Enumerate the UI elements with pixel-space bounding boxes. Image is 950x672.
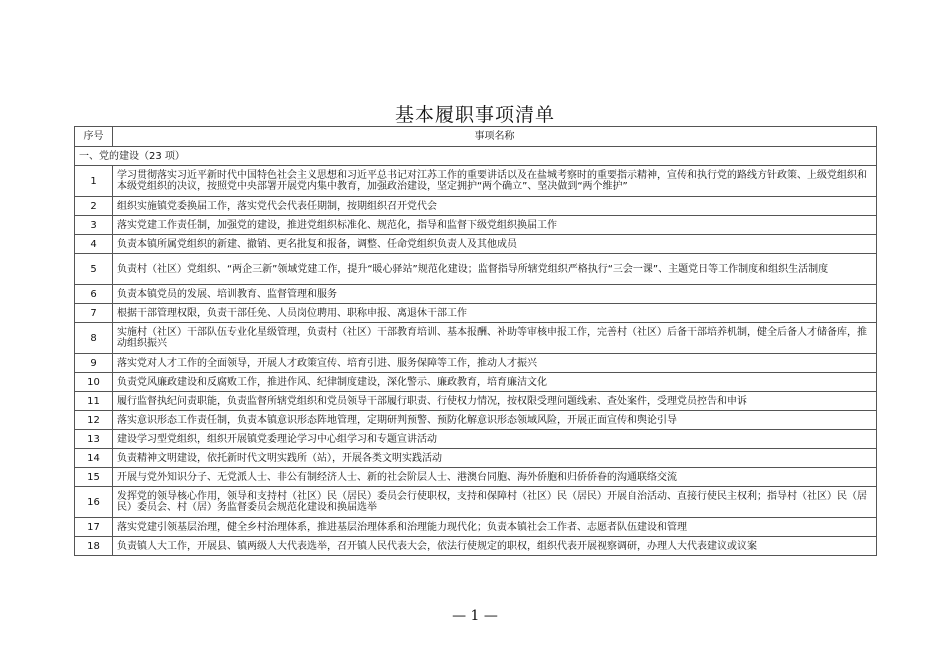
row-text: 负责村（社区）党组织、“两企三新”领域党建工作，提升“暖心驿站”规范化建设；监督指导所辖党组织严格执行“三会一课”、主题党日等工作制度和组织生活制度 xyxy=(113,254,877,285)
row-text: 落实意识形态工作责任制，负责本镇意识形态阵地管理，定期研判预警、预防化解意识形态领域风险，开展正面宣传和舆论引导 xyxy=(113,411,877,430)
row-number: 9 xyxy=(75,354,113,373)
table-row xyxy=(75,354,877,373)
row-text: 发挥党的领导核心作用，领导和支持村（社区）民（居民）委员会行使职权，支持和保障村（社区）民（居民）开展自治活动、直接行使民主权利；指导村（社区）民（居民）委员会、村（居）务监督委员会规范化建设和换届选举 xyxy=(113,487,877,518)
table-row xyxy=(75,323,877,354)
row-text: 负责精神文明建设，依托新时代文明实践所（站），开展各类文明实践活动 xyxy=(113,449,877,468)
row-text: 建设学习型党组织，组织开展镇党委理论学习中心组学习和专题宣讲活动 xyxy=(113,430,877,449)
table-row xyxy=(75,392,877,411)
row-text: 开展与党外知识分子、无党派人士、非公有制经济人士、新的社会阶层人士、港澳台同胞、海外侨胞和归侨侨眷的沟通联络交流 xyxy=(113,468,877,487)
row-text: 根据干部管理权限，负责干部任免、人员岗位聘用、职称申报、离退休干部工作 xyxy=(113,304,877,323)
table-row xyxy=(75,430,877,449)
row-number: 1 xyxy=(75,166,113,197)
row-text: 负责本镇所属党组织的新建、撤销、更名批复和报备，调整、任命党组织负责人及其他成员 xyxy=(113,235,877,254)
row-number: 7 xyxy=(75,304,113,323)
row-number: 8 xyxy=(75,323,113,354)
row-text: 落实党对人才工作的全面领导，开展人才政策宣传、培育引进、服务保障等工作，推动人才振兴 xyxy=(113,354,877,373)
row-text: 负责党风廉政建设和反腐败工作，推进作风、纪律制度建设，深化警示、廉政教育，培育廉洁文化 xyxy=(113,373,877,392)
row-text: 落实党建工作责任制，加强党的建设，推进党组织标准化、规范化，指导和监督下级党组织换届工作 xyxy=(113,216,877,235)
table-header-row xyxy=(75,127,877,147)
row-number: 18 xyxy=(75,537,113,556)
table-row xyxy=(75,304,877,323)
row-text: 学习贯彻落实习近平新时代中国特色社会主义思想和习近平总书记对江苏工作的重要讲话以及在盐城考察时的重要指示精神，宣传和执行党的路线方针政策、上级党组织和本级党组织的决议，按照党中央部署开展党内集中教育，加强政治建设，坚定拥护“两个确立”、坚决做到“两个维护” xyxy=(113,166,877,197)
table-row xyxy=(75,235,877,254)
table-row xyxy=(75,373,877,392)
page-number: — 1 — xyxy=(452,608,498,624)
row-number: 12 xyxy=(75,411,113,430)
table-row xyxy=(75,285,877,304)
row-text: 落实党建引领基层治理，健全乡村治理体系，推进基层治理体系和治理能力现代化；负责本镇社会工作者、志愿者队伍建设和管理 xyxy=(113,518,877,537)
table-row xyxy=(75,449,877,468)
row-number: 13 xyxy=(75,430,113,449)
table-row xyxy=(75,166,877,197)
row-number: 16 xyxy=(75,487,113,518)
row-text: 实施村（社区）干部队伍专业化星级管理，负责村（社区）干部教育培训、基本报酬、补助等审核申报工作，完善村（社区）后备干部培养机制，健全后备人才储备库，推动组织振兴 xyxy=(113,323,877,354)
column-header-name: 事项名称 xyxy=(113,127,877,147)
table-row xyxy=(75,216,877,235)
row-number: 15 xyxy=(75,468,113,487)
row-number: 4 xyxy=(75,235,113,254)
row-number: 17 xyxy=(75,518,113,537)
row-number: 5 xyxy=(75,254,113,285)
table-row xyxy=(75,518,877,537)
row-number: 2 xyxy=(75,197,113,216)
row-text: 组织实施镇党委换届工作，落实党代会代表任期制，按期组织召开党代会 xyxy=(113,197,877,216)
row-text: 履行监督执纪问责职能，负责监督所辖党组织和党员领导干部履行职责、行使权力情况，按权限受理问题线索、查处案件，受理党员控告和申诉 xyxy=(113,392,877,411)
row-number: 3 xyxy=(75,216,113,235)
row-number: 11 xyxy=(75,392,113,411)
table-row xyxy=(75,468,877,487)
table-row xyxy=(75,487,877,518)
table-row xyxy=(75,254,877,285)
table-row xyxy=(75,411,877,430)
row-text: 负责镇人大工作，开展县、镇两级人大代表选举，召开镇人民代表大会，依法行使规定的职权，组织代表开展视察调研，办理人大代表建议或议案 xyxy=(113,537,877,556)
page-title: 基本履职事项清单 xyxy=(394,104,555,126)
table-row xyxy=(75,537,877,556)
row-number: 6 xyxy=(75,285,113,304)
row-number: 10 xyxy=(75,373,113,392)
table-row xyxy=(75,197,877,216)
section-heading: 一、党的建设（23 项） xyxy=(75,147,877,166)
row-number: 14 xyxy=(75,449,113,468)
row-text: 负责本镇党员的发展、培训教育、监督管理和服务 xyxy=(113,285,877,304)
duty-list-table xyxy=(74,126,877,556)
column-header-no: 序号 xyxy=(75,127,113,147)
section-row xyxy=(75,147,877,166)
